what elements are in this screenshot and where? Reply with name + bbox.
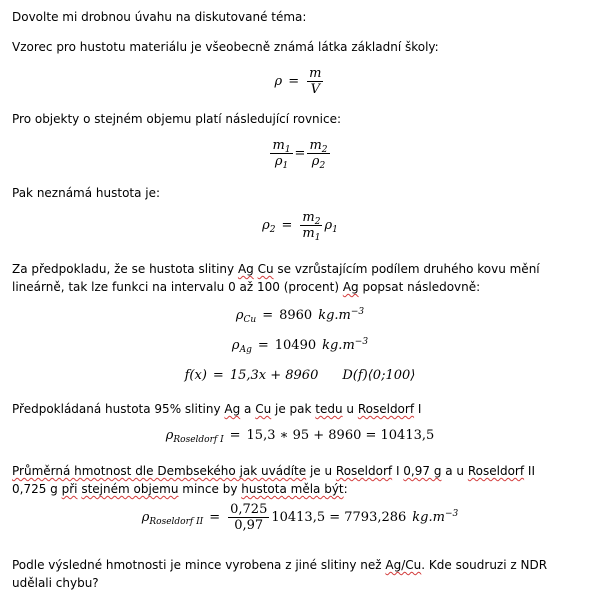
p6-text-h: mince by bbox=[178, 482, 242, 496]
p6-roseldorf-1: Roseldorf bbox=[335, 464, 393, 478]
paragraph-density-formula: Vzorec pro hustotu materiálu je všeobecně známá látka základní školy: bbox=[12, 40, 439, 54]
p6-density-should-be: hustota měla být bbox=[241, 482, 344, 496]
eq5-value: 10490 bbox=[274, 338, 317, 353]
p6-text-c: I bbox=[392, 464, 404, 478]
paragraph-same-volume: Pro objekty o stejném objemu platí následující rovnice: bbox=[12, 112, 342, 126]
eq7-rhs: 15,3 ∗ 95 + 8960 = 10413,5 bbox=[246, 428, 435, 443]
paragraph-average-mass bbox=[12, 462, 572, 498]
eq3-lhs: ρ bbox=[262, 218, 270, 233]
p5-tedu: tedu bbox=[315, 402, 343, 416]
eq4-sub: Cu bbox=[243, 315, 257, 325]
eq6-domain: D(f)⟨0;100⟩ bbox=[342, 368, 416, 383]
eq2-den1: ρ bbox=[274, 154, 283, 169]
eq8-sub: Roseldorf II bbox=[149, 517, 204, 527]
p7-text-a: Podle výsledné hmotnosti je mince vyrobena z jiné slitiny než bbox=[12, 558, 386, 572]
p6-text-j: : bbox=[343, 482, 348, 496]
eq3-num-sub: 2 bbox=[314, 217, 321, 227]
eq8-rho: ρ bbox=[141, 510, 150, 525]
p6-text-a: Průměrná hmotnost dle Dembsekého jak uvádíte bbox=[12, 464, 307, 478]
p4-text-c: se vzrůstajícím podílem druhého kovu mění lineárně, tak lze funkci na intervalu 0 až 100 (procent) bbox=[12, 262, 540, 294]
eq3-fraction bbox=[300, 210, 322, 241]
eq2-num1: m bbox=[272, 138, 285, 153]
eq4-exp: −3 bbox=[350, 307, 365, 317]
eq1-denominator: V bbox=[310, 82, 320, 97]
p5-text-b: a bbox=[240, 402, 256, 416]
eq2-num2: m bbox=[309, 138, 322, 153]
equation-rho-roseldorf-1 bbox=[0, 428, 600, 443]
paragraph-linear-assumption bbox=[12, 260, 572, 296]
p4-text-a: Za předpokladu, že se hustota slitiny bbox=[12, 262, 238, 276]
eq1-numerator: m bbox=[309, 66, 322, 81]
p5-cu: Cu bbox=[255, 402, 272, 416]
p5-ag: Ag bbox=[224, 402, 241, 416]
paragraph-expected-density bbox=[12, 400, 421, 418]
eq8-fraction bbox=[228, 502, 269, 533]
eq2-fraction-left bbox=[270, 138, 292, 169]
equation-linear-function bbox=[0, 368, 600, 383]
eq8-exp: −3 bbox=[444, 509, 459, 519]
p6-roseldorf-2: Roseldorf bbox=[467, 464, 525, 478]
p5-text-e: I bbox=[414, 402, 422, 416]
eq3-lhs-sub: 2 bbox=[269, 225, 276, 235]
eq2-den2: ρ bbox=[311, 154, 320, 169]
eq2-equals: = bbox=[294, 146, 306, 161]
equation-rho-cu bbox=[0, 308, 600, 323]
p5-roseldorf: Roseldorf bbox=[357, 402, 415, 416]
equation-same-volume bbox=[0, 138, 600, 169]
p5-text-c: je pak bbox=[271, 402, 316, 416]
paragraph-conclusion bbox=[12, 556, 572, 592]
eq7-equals: = bbox=[229, 428, 241, 443]
eq3-tail: ρ bbox=[324, 218, 333, 233]
equation-unknown-density bbox=[0, 210, 600, 241]
eq8-unit: kg.m bbox=[412, 510, 445, 525]
eq5-exp: −3 bbox=[354, 337, 369, 347]
eq3-equals: = bbox=[281, 218, 293, 233]
p4-text-d: popsat následovně: bbox=[358, 280, 481, 294]
eq2-num2-sub: 2 bbox=[321, 145, 328, 155]
equation-rho-ag bbox=[0, 338, 600, 353]
eq2-den1-sub: 1 bbox=[282, 161, 289, 171]
eq1-equals: = bbox=[288, 74, 300, 89]
p6-text-b: je u bbox=[306, 464, 336, 478]
p7-text-b: . Kde soudruzi z NDR udělali chybu? bbox=[12, 558, 548, 590]
eq6-lhs: f(x) bbox=[184, 368, 207, 383]
p5-text-d: u bbox=[342, 402, 358, 416]
eq7-rho: ρ bbox=[165, 428, 174, 443]
p5-text-a: Předpokládaná hustota 95% slitiny bbox=[12, 402, 225, 416]
p4-ag-2: Ag bbox=[342, 280, 359, 294]
eq8-rhs: 10413,5 = 7793,286 bbox=[271, 510, 407, 525]
eq5-equals: = bbox=[257, 338, 269, 353]
eq2-fraction-right bbox=[307, 138, 329, 169]
eq3-num: m bbox=[302, 210, 315, 225]
p7-ag-cu: Ag/Cu bbox=[385, 558, 422, 572]
p6-text-e: II 0,725 g bbox=[12, 464, 535, 496]
intro-text: Dovolte mi drobnou úvahu na diskutované téma: bbox=[12, 10, 307, 24]
eq8-denominator: 0,97 bbox=[234, 518, 264, 533]
eq7-sub: Roseldorf I bbox=[173, 435, 224, 445]
p4-ag: Ag bbox=[237, 262, 254, 276]
eq2-num1-sub: 1 bbox=[284, 145, 291, 155]
eq5-unit: kg.m bbox=[322, 338, 355, 353]
p6-same-volume: stejném objemu bbox=[81, 482, 179, 496]
eq3-den: m bbox=[302, 226, 315, 241]
eq8-numerator: 0,725 bbox=[230, 502, 268, 517]
eq5-rho: ρ bbox=[231, 338, 240, 353]
eq6-equals: = bbox=[212, 368, 224, 383]
eq4-rho: ρ bbox=[235, 308, 244, 323]
eq4-value: 8960 bbox=[279, 308, 313, 323]
eq5-sub: Ag bbox=[239, 345, 252, 355]
eq3-den-sub: 1 bbox=[314, 233, 321, 243]
p6-mass-1: 0,97 g bbox=[403, 464, 442, 478]
eq6-rhs: 15,3x + 8960 bbox=[229, 368, 319, 383]
eq4-equals: = bbox=[262, 308, 274, 323]
p6-pri: při bbox=[61, 482, 78, 496]
paragraph-unknown-density: Pak neznámá hustota je: bbox=[12, 186, 161, 200]
eq1-fraction bbox=[307, 66, 323, 97]
equation-density bbox=[0, 66, 600, 97]
p4-cu: Cu bbox=[257, 262, 274, 276]
eq4-unit: kg.m bbox=[318, 308, 351, 323]
equation-rho-roseldorf-2 bbox=[0, 502, 600, 533]
p6-text-d: a u bbox=[441, 464, 468, 478]
eq3-tail-sub: 1 bbox=[332, 225, 338, 235]
eq8-equals: = bbox=[209, 510, 221, 525]
eq1-lhs: ρ bbox=[274, 74, 283, 89]
eq2-den2-sub: 2 bbox=[319, 161, 326, 171]
